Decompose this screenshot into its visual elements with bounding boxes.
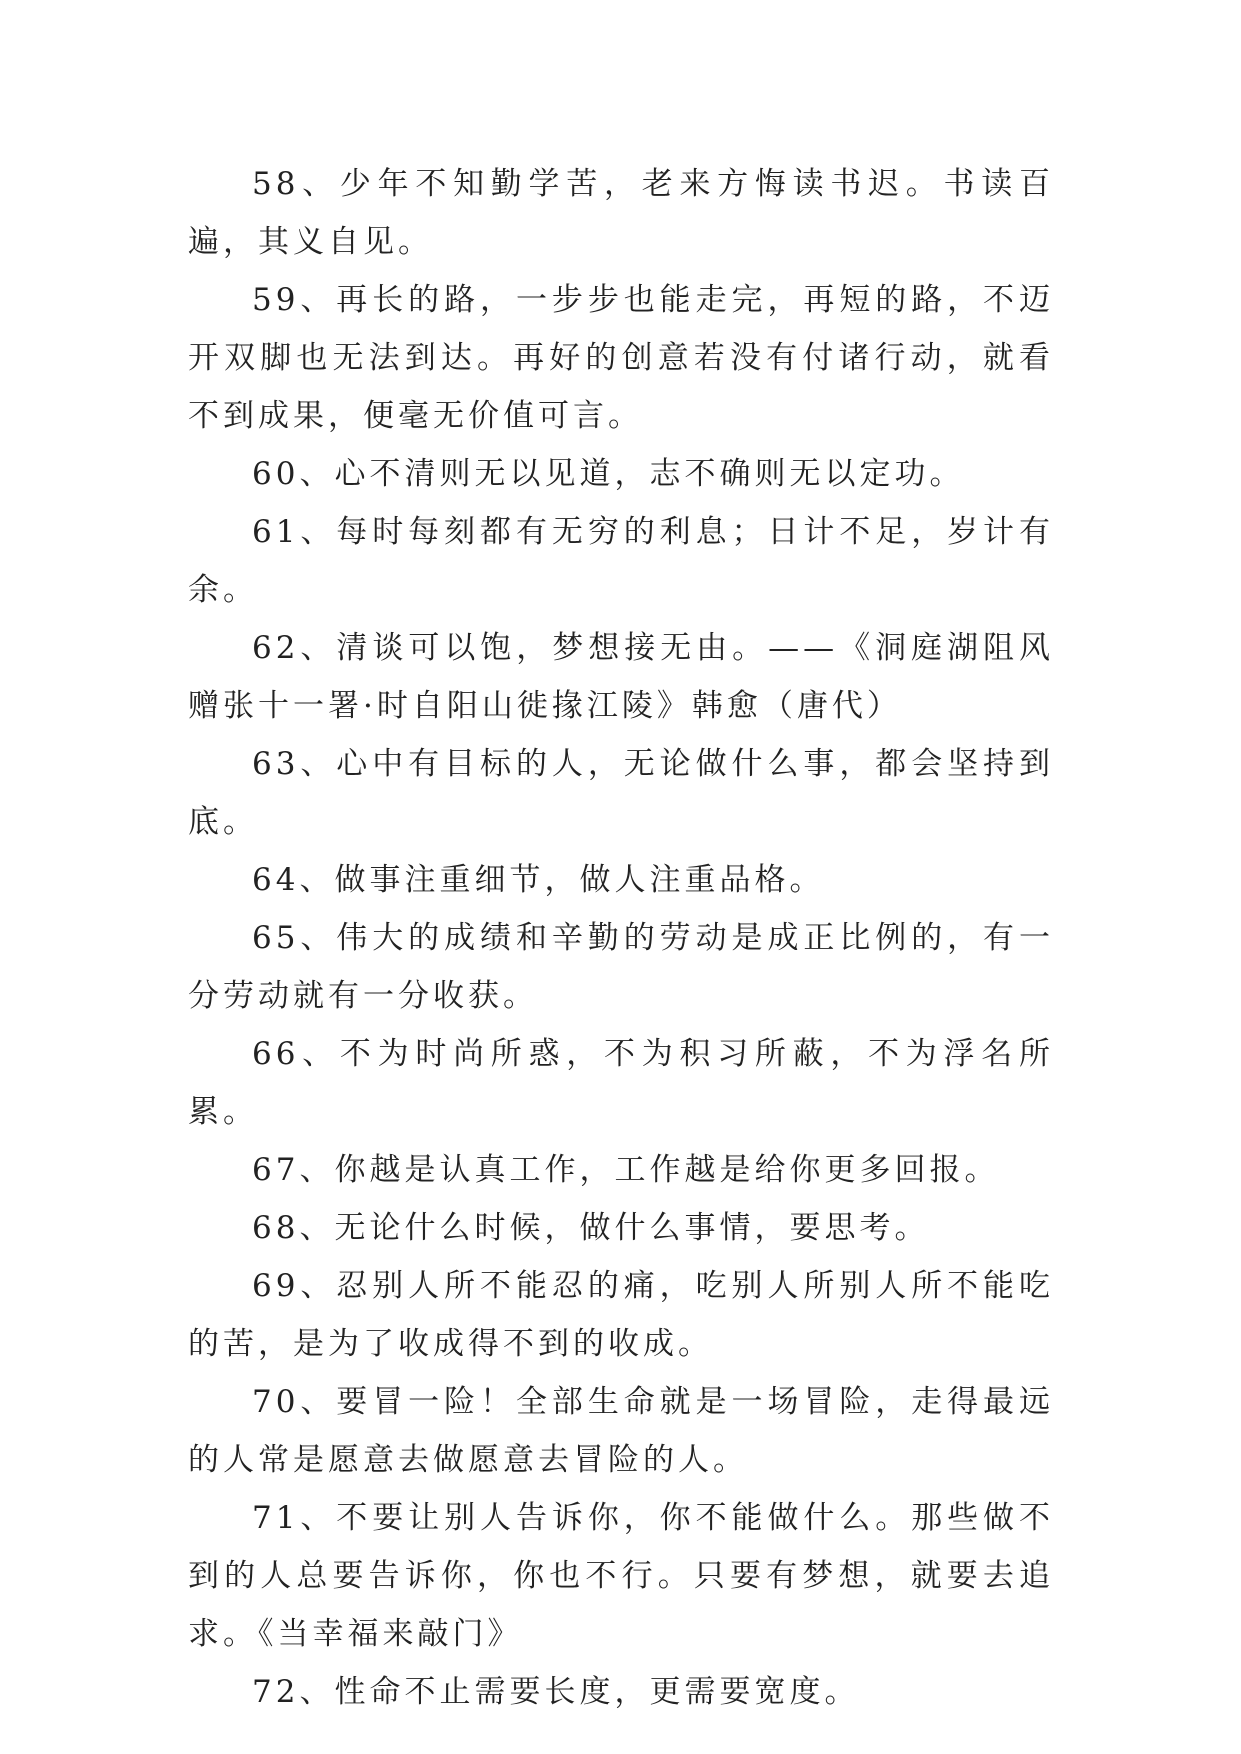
quote-entry-68: 68、无论什么时候，做什么事情，要思考。	[252, 1210, 930, 1246]
quote-entry-65: 65、伟大的成绩和辛勤的劳动是成正比例的，有一分劳动就有一分收获。	[188, 920, 1054, 1014]
quote-entry-61: 61、每时每刻都有无穷的利息；日计不足，岁计有余。	[188, 514, 1054, 608]
quote-entry-63: 63、心中有目标的人，无论做什么事，都会坚持到底。	[188, 746, 1054, 840]
quote-entry-58: 58、少年不知勤学苦，老来方悔读书迟。书读百遍，其义自见。	[188, 166, 1054, 260]
quote-entry-59: 59、再长的路，一步步也能走完，再短的路，不迈开双脚也无法到达。再好的创意若没有付诸行动，就看不到成果，便毫无价值可言。	[188, 282, 1054, 434]
quote-entry-67: 67、你越是认真工作，工作越是给你更多回报。	[252, 1152, 1000, 1188]
quote-entry-60: 60、心不清则无以见道，志不确则无以定功。	[252, 456, 965, 492]
quote-entry-62: 62、清谈可以饱，梦想接无由。——《洞庭湖阻风赠张十一署·时自阳山徙掾江陵》韩愈（唐代）	[188, 630, 1054, 724]
quote-entry-66: 66、不为时尚所惑，不为积习所蔽，不为浮名所累。	[188, 1036, 1054, 1130]
quote-entry-71: 71、不要让别人告诉你，你不能做什么。那些做不到的人总要告诉你，你也不行。只要有梦想，就要去追求。《当幸福来敲门》	[188, 1500, 1054, 1652]
quote-entry-64: 64、做事注重细节，做人注重品格。	[252, 862, 825, 898]
quote-entry-72: 72、性命不止需要长度，更需要宽度。	[252, 1674, 860, 1710]
quote-list	[188, 155, 1054, 1721]
quote-entry-69: 69、忍别人所不能忍的痛，吃别人所别人所不能吃的苦，是为了收成得不到的收成。	[188, 1268, 1054, 1362]
quote-entry-70: 70、要冒一险！全部生命就是一场冒险，走得最远的人常是愿意去做愿意去冒险的人。	[188, 1384, 1054, 1478]
